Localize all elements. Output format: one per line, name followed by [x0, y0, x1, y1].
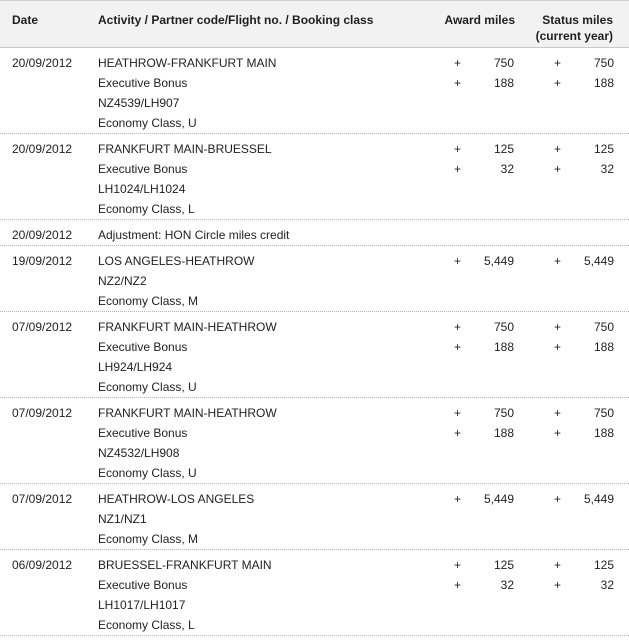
- row-status-miles: [540, 251, 614, 271]
- activity-line: BRUESSEL-FRANKFURT MAIN: [98, 558, 272, 572]
- plus-sign: +: [454, 492, 462, 506]
- row-status-miles: [540, 489, 614, 509]
- plus-sign: +: [554, 56, 562, 70]
- activity-line: FRANKFURT MAIN-HEATHROW: [98, 320, 277, 334]
- table-row: [0, 246, 629, 312]
- header-date: Date: [12, 13, 39, 27]
- row-date: 07/09/2012: [12, 320, 73, 334]
- award-miles-value: 750: [493, 56, 514, 70]
- status-miles-entry: [540, 251, 614, 271]
- header-award-miles: Award miles: [444, 13, 515, 27]
- activity-line: NZ2/NZ2: [98, 274, 147, 288]
- plus-sign: +: [554, 558, 562, 572]
- activity-line: Executive Bonus: [98, 340, 188, 354]
- status-miles-value: 32: [600, 578, 614, 592]
- award-miles-entry: [440, 317, 514, 337]
- header-status-miles-title: Status miles: [542, 13, 613, 27]
- plus-sign: +: [554, 320, 562, 334]
- row-award-miles: [440, 555, 514, 595]
- award-miles-entry: [440, 251, 514, 271]
- plus-sign: +: [454, 406, 462, 420]
- plus-sign: +: [554, 492, 562, 506]
- row-award-miles: [440, 403, 514, 443]
- row-award-miles: [440, 53, 514, 93]
- row-award-miles: [440, 317, 514, 357]
- award-miles-value: 750: [493, 406, 514, 420]
- award-miles-entry: [440, 73, 514, 93]
- table-row: [0, 134, 629, 220]
- plus-sign: +: [454, 254, 462, 268]
- row-date: 06/09/2012: [12, 558, 73, 572]
- row-status-miles: [540, 317, 614, 357]
- activity-line: Adjustment: HON Circle miles credit: [98, 228, 290, 242]
- activity-line: Economy Class, L: [98, 618, 195, 632]
- row-activity: [98, 555, 272, 635]
- header-status-miles: [536, 12, 613, 44]
- row-activity: [98, 403, 277, 483]
- status-miles-entry: [540, 575, 614, 595]
- plus-sign: +: [454, 558, 462, 572]
- row-status-miles: [540, 403, 614, 443]
- status-miles-value: 125: [593, 142, 614, 156]
- award-miles-value: 125: [493, 558, 514, 572]
- table-row: [0, 398, 629, 484]
- activity-line: Executive Bonus: [98, 578, 188, 592]
- plus-sign: +: [554, 142, 562, 156]
- table-body: [0, 48, 629, 636]
- plus-sign: +: [454, 426, 462, 440]
- award-miles-value: 5,449: [483, 492, 514, 506]
- row-date: 07/09/2012: [12, 492, 73, 506]
- activity-line: LH924/LH924: [98, 360, 173, 374]
- activity-line: NZ4532/LH908: [98, 446, 180, 460]
- award-miles-value: 188: [493, 340, 514, 354]
- table-row: [0, 484, 629, 550]
- status-miles-value: 750: [593, 320, 614, 334]
- activity-line: FRANKFURT MAIN-BRUESSEL: [98, 142, 272, 156]
- row-date: 20/09/2012: [12, 56, 73, 70]
- plus-sign: +: [554, 76, 562, 90]
- row-status-miles: [540, 53, 614, 93]
- activity-line: Economy Class, M: [98, 532, 199, 546]
- plus-sign: +: [554, 406, 562, 420]
- award-miles-value: 32: [500, 162, 514, 176]
- row-activity: [98, 53, 276, 133]
- row-award-miles: [440, 139, 514, 179]
- status-miles-value: 188: [593, 340, 614, 354]
- status-miles-value: 750: [593, 56, 614, 70]
- award-miles-entry: [440, 53, 514, 73]
- row-activity: [98, 489, 254, 549]
- activity-line: Economy Class, U: [98, 380, 197, 394]
- activity-line: Executive Bonus: [98, 426, 188, 440]
- activity-line: LH1024/LH1024: [98, 182, 186, 196]
- award-miles-value: 188: [493, 426, 514, 440]
- table-row: [0, 48, 629, 134]
- award-miles-value: 750: [493, 320, 514, 334]
- status-miles-value: 188: [593, 426, 614, 440]
- award-miles-value: 125: [493, 142, 514, 156]
- plus-sign: +: [554, 340, 562, 354]
- row-award-miles: [440, 489, 514, 509]
- row-status-miles: [540, 139, 614, 179]
- row-date: 20/09/2012: [12, 228, 73, 242]
- status-miles-value: 188: [593, 76, 614, 90]
- row-date: 19/09/2012: [12, 254, 73, 268]
- award-miles-entry: [440, 423, 514, 443]
- status-miles-entry: [540, 53, 614, 73]
- status-miles-value: 125: [593, 558, 614, 572]
- status-miles-value: 750: [593, 406, 614, 420]
- table-header: [0, 0, 629, 48]
- activity-line: FRANKFURT MAIN-HEATHROW: [98, 406, 277, 420]
- row-activity: [98, 139, 272, 219]
- table-row: [0, 550, 629, 636]
- row-activity: [98, 251, 254, 311]
- row-date: 20/09/2012: [12, 142, 73, 156]
- plus-sign: +: [454, 320, 462, 334]
- plus-sign: +: [454, 142, 462, 156]
- activity-line: Economy Class, M: [98, 294, 199, 308]
- plus-sign: +: [554, 578, 562, 592]
- status-miles-entry: [540, 73, 614, 93]
- plus-sign: +: [454, 76, 462, 90]
- award-miles-value: 188: [493, 76, 514, 90]
- plus-sign: +: [554, 254, 562, 268]
- activity-line: HEATHROW-FRANKFURT MAIN: [98, 56, 277, 70]
- status-miles-value: 32: [600, 162, 614, 176]
- status-miles-entry: [540, 337, 614, 357]
- activity-line: Economy Class, U: [98, 466, 197, 480]
- status-miles-entry: [540, 555, 614, 575]
- plus-sign: +: [454, 578, 462, 592]
- activity-line: LOS ANGELES-HEATHROW: [98, 254, 255, 268]
- plus-sign: +: [554, 162, 562, 176]
- activity-line: Economy Class, U: [98, 116, 197, 130]
- award-miles-entry: [440, 489, 514, 509]
- status-miles-entry: [540, 403, 614, 423]
- award-miles-value: 32: [500, 578, 514, 592]
- plus-sign: +: [454, 56, 462, 70]
- activity-line: Economy Class, L: [98, 202, 195, 216]
- activity-line: HEATHROW-LOS ANGELES: [98, 492, 255, 506]
- status-miles-entry: [540, 139, 614, 159]
- row-award-miles: [440, 251, 514, 271]
- award-miles-entry: [440, 159, 514, 179]
- row-date: 07/09/2012: [12, 406, 73, 420]
- row-activity: [98, 225, 289, 245]
- award-miles-entry: [440, 575, 514, 595]
- status-miles-value: 5,449: [583, 492, 614, 506]
- award-miles-entry: [440, 139, 514, 159]
- table-row: [0, 312, 629, 398]
- header-activity: Activity / Partner code/Flight no. / Booking class: [98, 13, 374, 27]
- status-miles-entry: [540, 317, 614, 337]
- activity-line: LH1017/LH1017: [98, 598, 186, 612]
- status-miles-entry: [540, 489, 614, 509]
- status-miles-entry: [540, 159, 614, 179]
- award-miles-entry: [440, 555, 514, 575]
- row-status-miles: [540, 555, 614, 595]
- activity-line: Executive Bonus: [98, 162, 188, 176]
- plus-sign: +: [454, 340, 462, 354]
- plus-sign: +: [554, 426, 562, 440]
- status-miles-value: 5,449: [583, 254, 614, 268]
- award-miles-entry: [440, 337, 514, 357]
- activity-line: NZ1/NZ1: [98, 512, 147, 526]
- header-status-miles-subtitle: (current year): [535, 29, 613, 43]
- activity-line: Executive Bonus: [98, 76, 188, 90]
- table-row: [0, 220, 629, 246]
- activity-line: NZ4539/LH907: [98, 96, 180, 110]
- plus-sign: +: [454, 162, 462, 176]
- award-miles-value: 5,449: [483, 254, 514, 268]
- status-miles-entry: [540, 423, 614, 443]
- row-activity: [98, 317, 277, 397]
- award-miles-entry: [440, 403, 514, 423]
